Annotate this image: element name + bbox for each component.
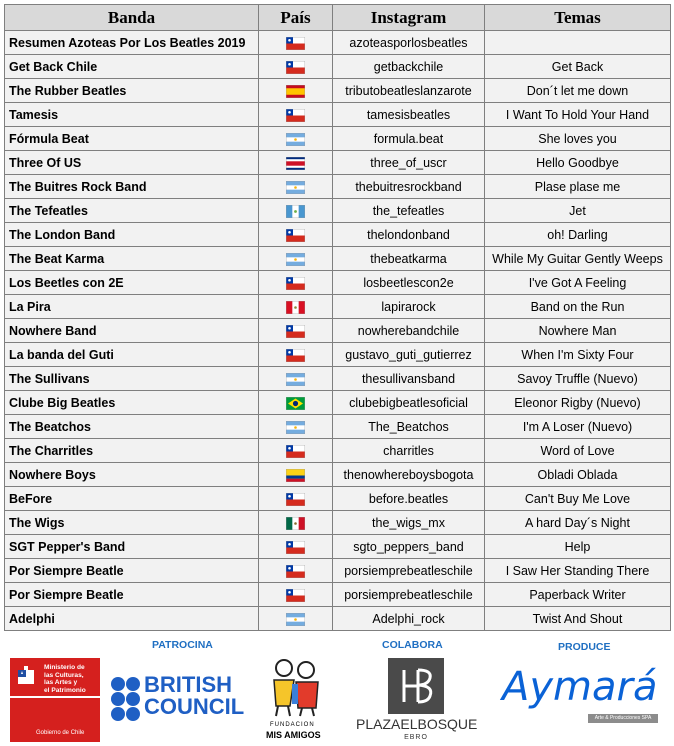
chile-flag-icon [286, 325, 305, 338]
header-banda: Banda [5, 5, 259, 31]
song-title: While My Guitar Gently Weeps [485, 247, 671, 271]
ministerio-line-4: el Patrimonio [44, 686, 86, 694]
song-title: Help [485, 535, 671, 559]
instagram-handle: thebuitresrockband [333, 175, 485, 199]
band-name: Tamesis [5, 103, 259, 127]
band-name: Resumen Azoteas Por Los Beatles 2019 [5, 31, 259, 55]
instagram-handle: three_of_uscr [333, 151, 485, 175]
table-row [5, 199, 671, 223]
spain-flag-icon [286, 85, 305, 98]
table-row [5, 607, 671, 631]
instagram-handle: before.beatles [333, 487, 485, 511]
band-name: Clube Big Beatles [5, 391, 259, 415]
chile-flag-icon [286, 541, 305, 554]
guatemala-flag-icon [286, 205, 305, 218]
instagram-handle: charritles [333, 439, 485, 463]
colombia-flag-icon [286, 469, 305, 482]
table-row [5, 175, 671, 199]
song-title: Twist And Shout [485, 607, 671, 631]
band-name: BeFore [5, 487, 259, 511]
instagram-handle: the_wigs_mx [333, 511, 485, 535]
song-title: Obladi Oblada [485, 463, 671, 487]
song-title: Word of Love [485, 439, 671, 463]
band-name: The Buitres Rock Band [5, 175, 259, 199]
song-title: A hard Day´s Night [485, 511, 671, 535]
table-row [5, 319, 671, 343]
produce-label: PRODUCE [558, 641, 611, 653]
country-cell [259, 55, 333, 79]
song-title: oh! Darling [485, 223, 671, 247]
aymara-subtitle: Arte & Producciones SPA [588, 714, 658, 723]
plaza-el-bosque-text: PLAZAELBOSQUE [356, 716, 478, 732]
table-row [5, 343, 671, 367]
band-name: Por Siempre Beatle [5, 583, 259, 607]
song-title: I'm A Loser (Nuevo) [485, 415, 671, 439]
country-cell [259, 223, 333, 247]
british-text: BRITISH [144, 672, 232, 697]
table-row [5, 559, 671, 583]
band-name: Nowhere Boys [5, 463, 259, 487]
table-row [5, 511, 671, 535]
band-name: Nowhere Band [5, 319, 259, 343]
costa-rica-flag-icon [286, 157, 305, 170]
aymara-text: Aymará [502, 664, 658, 710]
country-cell [259, 439, 333, 463]
chile-flag-icon [286, 61, 305, 74]
instagram-handle: getbackchile [333, 55, 485, 79]
table-row [5, 55, 671, 79]
ebro-text: EBRO [404, 734, 428, 741]
song-title: Paperback Writer [485, 583, 671, 607]
instagram-handle: The_Beatchos [333, 415, 485, 439]
band-name: The Tefeatles [5, 199, 259, 223]
band-name: Three Of US [5, 151, 259, 175]
song-title: Eleonor Rigby (Nuevo) [485, 391, 671, 415]
argentina-flag-icon [286, 373, 305, 386]
instagram-handle: gustavo_guti_gutierrez [333, 343, 485, 367]
instagram-handle: porsiemprebeatleschile [333, 583, 485, 607]
band-name: Get Back Chile [5, 55, 259, 79]
instagram-handle: thesullivansband [333, 367, 485, 391]
country-cell [259, 295, 333, 319]
hb-monogram-icon [388, 658, 444, 714]
table-row [5, 463, 671, 487]
fundacion-text: FUNDACION [270, 722, 315, 728]
chile-flag-icon [286, 37, 305, 50]
chile-flag-icon [286, 277, 305, 290]
song-title: Get Back [485, 55, 671, 79]
band-name: La Pira [5, 295, 259, 319]
country-cell [259, 199, 333, 223]
band-name: The London Band [5, 223, 259, 247]
table-row [5, 247, 671, 271]
country-cell [259, 367, 333, 391]
country-cell [259, 31, 333, 55]
aymara-logo [502, 662, 668, 732]
table-row [5, 271, 671, 295]
plaza-el-bosque-logo [356, 658, 476, 746]
band-name: SGT Pepper's Band [5, 535, 259, 559]
song-title: Don´t let me down [485, 79, 671, 103]
band-name: The Charritles [5, 439, 259, 463]
table-row [5, 415, 671, 439]
chile-coat-of-arms-icon [16, 666, 36, 686]
header-instagram: Instagram [333, 5, 485, 31]
country-cell [259, 319, 333, 343]
instagram-handle: thenowhereboysbogota [333, 463, 485, 487]
instagram-handle: nowherebandchile [333, 319, 485, 343]
instagram-handle: tributobeatleslanzarote [333, 79, 485, 103]
british-council-logo [110, 674, 245, 720]
sponsors-footer [0, 632, 674, 746]
song-title [485, 31, 671, 55]
instagram-handle: Adelphi_rock [333, 607, 485, 631]
country-cell [259, 511, 333, 535]
country-cell [259, 607, 333, 631]
song-title: I've Got A Feeling [485, 271, 671, 295]
country-cell [259, 343, 333, 367]
instagram-handle: sgto_peppers_band [333, 535, 485, 559]
chile-flag-icon [286, 229, 305, 242]
band-name: Por Siempre Beatle [5, 559, 259, 583]
argentina-flag-icon [286, 133, 305, 146]
song-title: Savoy Truffle (Nuevo) [485, 367, 671, 391]
song-title: Can't Buy Me Love [485, 487, 671, 511]
instagram-handle: porsiemprebeatleschile [333, 559, 485, 583]
song-title: Hello Goodbye [485, 151, 671, 175]
chile-flag-icon [286, 349, 305, 362]
band-name: Fórmula Beat [5, 127, 259, 151]
table-header-row [5, 5, 671, 31]
table-row [5, 127, 671, 151]
ministerio-line-3: las Artes y [44, 679, 78, 687]
chile-flag-icon [286, 589, 305, 602]
table-row [5, 583, 671, 607]
instagram-handle: formula.beat [333, 127, 485, 151]
song-title: Jet [485, 199, 671, 223]
fundacion-mis-amigos-logo [262, 658, 328, 744]
table-row [5, 367, 671, 391]
table-row [5, 535, 671, 559]
country-cell [259, 391, 333, 415]
argentina-flag-icon [286, 421, 305, 434]
table-row [5, 295, 671, 319]
patrocina-label: PATROCINA [152, 639, 213, 651]
gobierno-de-chile-text: Gobierno de Chile [36, 730, 85, 736]
country-cell [259, 103, 333, 127]
bands-table-container [4, 4, 671, 631]
song-title: I Want To Hold Your Hand [485, 103, 671, 127]
table-row [5, 31, 671, 55]
mis-amigos-children-icon [262, 658, 328, 718]
header-temas: Temas [485, 5, 671, 31]
ministerio-line-1: Ministerio de [44, 664, 85, 671]
chile-flag-icon [286, 445, 305, 458]
instagram-handle: thelondonband [333, 223, 485, 247]
band-name: The Beat Karma [5, 247, 259, 271]
instagram-handle: losbeetlescon2e [333, 271, 485, 295]
table-row [5, 151, 671, 175]
peru-flag-icon [286, 301, 305, 314]
song-title: Nowhere Man [485, 319, 671, 343]
song-title: She loves you [485, 127, 671, 151]
country-cell [259, 463, 333, 487]
argentina-flag-icon [286, 253, 305, 266]
country-cell [259, 127, 333, 151]
country-cell [259, 583, 333, 607]
country-cell [259, 535, 333, 559]
chile-flag-icon [286, 565, 305, 578]
table-row [5, 103, 671, 127]
song-title: Plase plase me [485, 175, 671, 199]
instagram-handle: thebeatkarma [333, 247, 485, 271]
song-title: Band on the Run [485, 295, 671, 319]
table-row [5, 223, 671, 247]
country-cell [259, 247, 333, 271]
country-cell [259, 175, 333, 199]
table-row [5, 391, 671, 415]
ministerio-line-2: las Culturas, [44, 671, 84, 679]
bands-table [4, 4, 671, 631]
band-name: The Beatchos [5, 415, 259, 439]
band-name: Los Beetles con 2E [5, 271, 259, 295]
song-title: I Saw Her Standing There [485, 559, 671, 583]
argentina-flag-icon [286, 181, 305, 194]
country-cell [259, 487, 333, 511]
country-cell [259, 559, 333, 583]
country-cell [259, 415, 333, 439]
band-name: The Rubber Beatles [5, 79, 259, 103]
band-name: Adelphi [5, 607, 259, 631]
chile-flag-icon [286, 493, 305, 506]
ministerio-culturas-logo [10, 658, 100, 742]
table-row [5, 79, 671, 103]
argentina-flag-icon [286, 613, 305, 626]
instagram-handle: azoteasporlosbeatles [333, 31, 485, 55]
instagram-handle: the_tefeatles [333, 199, 485, 223]
band-name: The Wigs [5, 511, 259, 535]
song-title: When I'm Sixty Four [485, 343, 671, 367]
instagram-handle: tamesisbeatles [333, 103, 485, 127]
band-name: La banda del Guti [5, 343, 259, 367]
colabora-label: COLABORA [382, 639, 443, 651]
header-pais: País [259, 5, 333, 31]
chile-flag-icon [286, 109, 305, 122]
country-cell [259, 151, 333, 175]
mexico-flag-icon [286, 517, 305, 530]
instagram-handle: lapirarock [333, 295, 485, 319]
table-row [5, 439, 671, 463]
table-row [5, 487, 671, 511]
country-cell [259, 271, 333, 295]
country-cell [259, 79, 333, 103]
mis-amigos-text: MIS AMIGOS [266, 730, 321, 740]
brazil-flag-icon [286, 397, 305, 410]
band-name: The Sullivans [5, 367, 259, 391]
council-text: COUNCIL [144, 694, 245, 719]
instagram-handle: clubebigbeatlesoficial [333, 391, 485, 415]
